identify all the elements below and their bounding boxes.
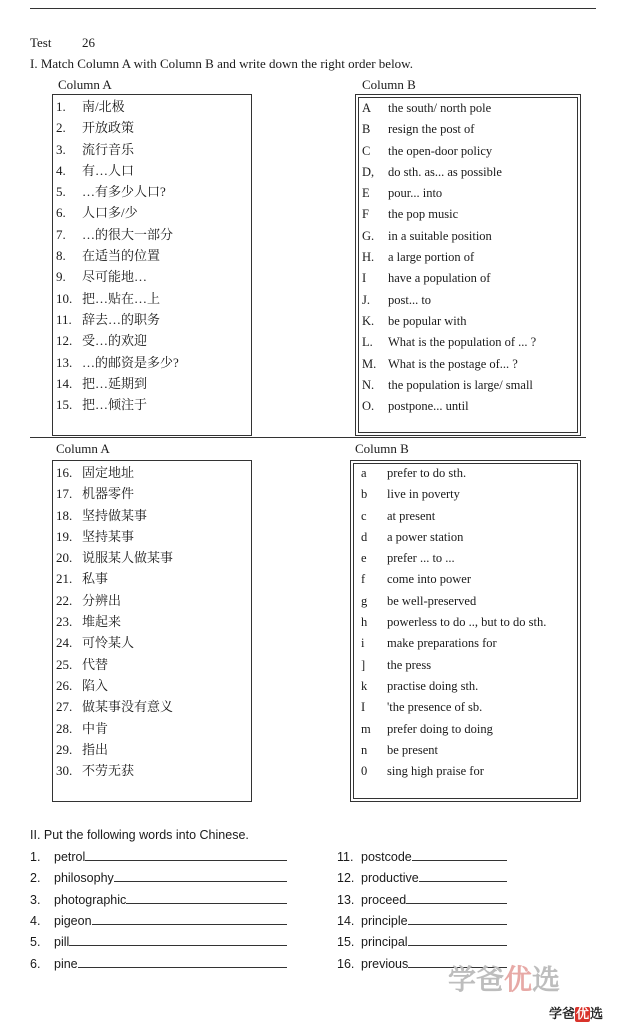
part1-column-a-item-number: 1. <box>56 99 66 114</box>
part2-column-a-item <box>56 526 173 547</box>
part1-column-a-item-number: 7. <box>56 226 66 242</box>
part2-column-b-item-text: prefer ... to ... <box>387 551 455 566</box>
part2-column-b-item <box>361 548 546 569</box>
part2-column-b-item-text: practise doing sth. <box>387 678 479 693</box>
section2-right-word: principal <box>361 935 408 950</box>
part2-column-a-item-text: 私事 <box>82 571 109 587</box>
part1-column-b-item <box>362 396 536 417</box>
part2-column-a-item-number: 24. <box>56 635 73 651</box>
part2-column-b-item <box>361 697 546 718</box>
part2-column-b-item-letter: b <box>361 487 368 502</box>
part1-column-a-item-number: 8. <box>56 248 66 264</box>
part1-column-b-title: Column B <box>362 77 416 92</box>
part1-column-b-item-text: pour... into <box>388 186 443 201</box>
part2-column-a-list <box>56 462 173 781</box>
section2-right-word: productive <box>361 871 419 886</box>
part2-column-b-item <box>361 761 546 782</box>
section2-right-word: principle <box>361 913 408 928</box>
part2-column-a-item-number: 17. <box>56 486 73 502</box>
logo-highlight: 优 <box>576 1007 590 1022</box>
part2-column-a-item-number: 26. <box>56 677 73 693</box>
part1-column-a-item <box>56 139 179 160</box>
part2-column-a-item <box>56 568 173 589</box>
section2-left-word: petrol <box>54 850 86 864</box>
part2-column-a-item-text: 代替 <box>82 656 109 672</box>
part1-column-a-item-text: 人口多/少 <box>82 205 138 221</box>
watermark-part2: 选 <box>532 963 561 996</box>
part2-column-a-item-number: 25. <box>56 656 73 672</box>
section2-left-row <box>30 870 287 885</box>
part1-column-a-item-text: 把…贴在…上 <box>82 290 161 306</box>
part1-column-b-item-letter: J. <box>362 292 370 307</box>
part1-column-b-item <box>362 332 536 353</box>
section2-left-number: 3. <box>30 892 41 907</box>
part1-column-a-item-text: 开放政策 <box>82 120 135 136</box>
part2-column-b-item <box>361 655 546 676</box>
part2-column-b-item-letter: g <box>361 593 368 608</box>
part1-column-a-item <box>56 181 179 202</box>
section2-right-number: 12. <box>337 871 355 886</box>
section2-right-row <box>337 934 507 949</box>
part1-column-b-item <box>362 119 536 140</box>
part1-column-b-item <box>362 311 536 332</box>
section2-right-row <box>337 849 507 864</box>
part2-column-a-item <box>56 760 173 781</box>
part1-column-a-item <box>56 309 179 330</box>
part1-column-a-item-text: 辞去…的职务 <box>82 311 161 327</box>
part2-column-b-item <box>361 484 546 505</box>
part2-column-b-item-letter: d <box>361 529 368 544</box>
part2-column-b-item-letter: a <box>361 466 367 480</box>
part2-column-a-item <box>56 739 173 760</box>
logo-part1: 学爸 <box>549 1007 576 1022</box>
watermark-highlight: 优 <box>504 963 533 996</box>
watermark <box>448 958 560 998</box>
part2-column-b-item-letter: m <box>361 721 371 736</box>
part1-column-b-item <box>362 226 536 247</box>
part2-column-a-item-text: 陷入 <box>82 677 109 693</box>
part1-column-b-item-letter: B <box>362 122 371 137</box>
section2-left-answer-blank[interactable] <box>126 892 287 904</box>
part2-column-b-item <box>361 676 546 697</box>
test-number: 26 <box>82 35 95 50</box>
part2-column-b-item <box>361 463 546 484</box>
section2-right-word: postcode <box>361 850 412 864</box>
part2-column-a-item-number: 28. <box>56 720 73 736</box>
part1-column-b-list <box>362 98 536 417</box>
part2-column-a-item-text: 说服某人做某事 <box>82 550 174 566</box>
part1-column-a-list <box>56 96 179 415</box>
part2-column-b-item <box>361 719 546 740</box>
part2-column-b-item-letter: f <box>361 572 366 587</box>
part2-column-a-item-text: 坚持做某事 <box>82 507 148 523</box>
part2-column-b-item-text: 'the presence of sb. <box>387 700 483 715</box>
part1-column-b-item-text: have a population of <box>388 271 491 286</box>
part1-column-a-item-text: …的邮资是多少? <box>82 354 179 370</box>
section2-left-row <box>30 913 287 928</box>
section2-right-answer-blank[interactable] <box>406 892 507 904</box>
part2-column-a-item-number: 30. <box>56 763 73 779</box>
part2-column-a-item-number: 20. <box>56 550 73 566</box>
part1-column-b-item <box>362 290 536 311</box>
part1-column-b-item-letter: M. <box>362 356 377 371</box>
part1-column-a-item <box>56 224 179 245</box>
part1-column-a-item-number: 6. <box>56 205 66 221</box>
part1-column-b-item-text: the pop music <box>388 207 459 222</box>
part1-column-a-item-number: 11. <box>56 311 72 327</box>
part1-column-b-item-text: postpone... until <box>388 399 469 414</box>
part2-column-b-item-letter: ] <box>361 657 366 672</box>
part1-column-a-item <box>56 266 179 287</box>
part2-column-a-item-text: 堆起来 <box>82 614 122 630</box>
part2-column-b-item <box>361 569 546 590</box>
part2-column-a-item <box>56 483 173 504</box>
part1-column-b-item-letter: C <box>362 143 371 158</box>
section2-instruction: II. Put the following words into Chinese. <box>30 828 249 842</box>
section2-left-number: 6. <box>30 956 41 971</box>
part1-column-a-item <box>56 352 179 373</box>
section2-left-number: 1. <box>30 850 41 864</box>
part2-column-b-item-text: be present <box>387 742 439 757</box>
part2-column-b-item-text: sing high praise for <box>387 764 484 779</box>
test-label: Test <box>30 35 52 50</box>
part2-column-a-item <box>56 654 173 675</box>
part2-column-a-item-number: 21. <box>56 571 73 587</box>
part1-column-b-item-text: the population is large/ small <box>388 377 533 392</box>
part2-column-a-item-number: 19. <box>56 528 73 544</box>
part1-column-b-item <box>362 162 536 183</box>
section2-right-number: 13. <box>337 892 355 907</box>
part1-column-a-title: Column A <box>58 77 112 92</box>
part1-column-b-item-letter: K. <box>362 313 375 328</box>
part1-column-b-item <box>362 141 536 162</box>
part1-column-b-item <box>362 247 536 268</box>
section2-left-number: 4. <box>30 913 41 928</box>
part1-column-b-item-letter: N. <box>362 377 375 392</box>
part1-column-a-item-text: 在适当的位置 <box>82 248 161 264</box>
part1-column-a-item-number: 13. <box>56 354 73 370</box>
part1-column-b-item-text: the south/ north pole <box>388 101 492 115</box>
part1-column-a-item-number: 9. <box>56 269 66 285</box>
section2-right-answer-blank[interactable] <box>419 870 507 882</box>
section2-right-answer-blank[interactable] <box>408 913 507 925</box>
part2-column-b-item-letter: I <box>361 700 366 715</box>
brand-logo <box>549 1003 603 1022</box>
part2-column-a-item-text: 不劳无获 <box>82 763 135 779</box>
part1-column-b-item <box>362 354 536 375</box>
part2-column-a-item <box>56 696 173 717</box>
section2-right-number: 16. <box>337 956 355 971</box>
section2-left-word: photographic <box>54 892 127 907</box>
section2-left-word: philosophy <box>54 871 114 886</box>
section2-left-answer-blank[interactable] <box>92 913 287 925</box>
section2-right-word: proceed <box>361 892 407 907</box>
part1-column-a-item-text: …的很大一部分 <box>82 226 174 242</box>
part2-column-a-title: Column A <box>56 441 110 456</box>
part2-column-b-item-text: powerless to do .., but to do sth. <box>387 615 547 630</box>
section2-right-row <box>337 892 507 907</box>
part2-column-b-item <box>361 527 546 548</box>
part1-column-b-item-letter: I <box>362 271 367 286</box>
part1-column-a-item <box>56 160 179 181</box>
part2-column-a-item-number: 23. <box>56 614 73 630</box>
part1-column-b-item-letter: O. <box>362 399 375 414</box>
part1-column-a-item <box>56 96 179 117</box>
part2-column-b-item-text: be well-preserved <box>387 593 477 608</box>
part1-column-b-item-text: post... to <box>388 292 432 307</box>
part2-column-b-item-text: a power station <box>387 529 464 544</box>
section2-left-row <box>30 934 287 949</box>
section2-left-number: 2. <box>30 871 41 886</box>
section2-left-row <box>30 892 287 907</box>
section2-right-answer-blank[interactable] <box>412 849 507 861</box>
part1-column-b-item <box>362 375 536 396</box>
part2-column-b-item-text: make preparations for <box>387 636 497 651</box>
part2-column-a-item-number: 22. <box>56 592 73 608</box>
part2-column-a-item-number: 27. <box>56 699 73 715</box>
part1-column-b-item <box>362 98 536 119</box>
section2-right-word: previous <box>361 956 409 971</box>
part1-column-a-item-text: 把…延期到 <box>82 375 148 391</box>
part2-column-a-item-text: 机器零件 <box>82 486 135 502</box>
part2-column-a-item-text: 分辨出 <box>82 592 122 608</box>
part1-column-a-item-text: 流行音乐 <box>82 141 135 157</box>
part1-column-a-item <box>56 245 179 266</box>
part1-column-b-item-letter: E <box>362 186 370 201</box>
section1-instruction: I. Match Column A with Column B and write down the right order below. <box>30 56 413 71</box>
part1-column-a-item-number: 3. <box>56 141 66 157</box>
part1-column-a-item <box>56 288 179 309</box>
part1-column-b-item <box>362 183 536 204</box>
part2-column-b-item <box>361 740 546 761</box>
part2-column-a-item <box>56 718 173 739</box>
section2-left-word: pigeon <box>54 913 92 928</box>
part2-column-a-item <box>56 462 173 483</box>
section2-right-number: 15. <box>337 935 355 950</box>
part1-column-a-item-number: 2. <box>56 120 66 136</box>
part1-column-b-item-text: in a suitable position <box>388 228 492 243</box>
part1-column-b-item <box>362 204 536 225</box>
part2-column-b-item-letter: i <box>361 636 365 651</box>
part2-column-b-item-text: the press <box>387 657 432 672</box>
part1-column-a-item-number: 5. <box>56 184 66 200</box>
part2-column-b-item-letter: k <box>361 678 368 693</box>
part2-column-b-item-text: live in poverty <box>387 487 460 502</box>
section2-left-row <box>30 849 287 864</box>
part1-column-a-item <box>56 373 179 394</box>
part1-column-a-item-text: 南/北极 <box>82 99 125 114</box>
part1-column-b-item-text: do sth. as... as possible <box>388 164 502 179</box>
part2-column-a-item-text: 中肯 <box>82 720 109 736</box>
section2-left-row <box>30 956 287 971</box>
part2-column-a-item <box>56 590 173 611</box>
part2-column-a-item-text: 做某事没有意义 <box>82 699 174 715</box>
part1-column-b-item-letter: G. <box>362 228 375 243</box>
part1-column-b-item <box>362 268 536 289</box>
part1-column-a-item-number: 15. <box>56 397 73 413</box>
part1-column-b-item-letter: D, <box>362 164 375 179</box>
section2-left-word: pine <box>54 956 78 971</box>
part1-column-b-item-text: a large portion of <box>388 250 475 265</box>
part2-column-b-item-text: prefer doing to doing <box>387 721 493 736</box>
part2-column-b-list <box>361 463 546 782</box>
part2-column-a-item-text: 指出 <box>82 741 109 757</box>
part1-column-b-item-text: the open-door policy <box>388 143 493 158</box>
part1-column-a-item <box>56 394 179 415</box>
section2-right-number: 14. <box>337 913 355 928</box>
part1-column-b-item-letter: L. <box>362 335 373 350</box>
part1-column-a-item-text: …有多少人口? <box>82 184 166 200</box>
part1-column-b-item-text: be popular with <box>388 313 467 328</box>
part2-column-a-item <box>56 547 173 568</box>
middle-rule <box>30 437 586 438</box>
part1-column-b-item-text: What is the population of ... ? <box>388 335 537 350</box>
part1-column-b-item-text: What is the postage of... ? <box>388 356 518 371</box>
logo-part2: 选 <box>590 1007 604 1022</box>
top-rule <box>30 8 596 9</box>
part1-column-a-item <box>56 330 179 351</box>
part2-column-a-item-number: 18. <box>56 507 73 523</box>
part1-column-a-item-number: 12. <box>56 333 73 349</box>
part1-column-a-item-number: 10. <box>56 290 73 306</box>
part2-column-b-title: Column B <box>355 441 409 456</box>
section2-left-answer-blank[interactable] <box>114 870 287 882</box>
section2-right-row <box>337 913 507 928</box>
part2-column-b-item-text: prefer to do sth. <box>387 466 467 480</box>
part1-column-a-item-text: 把…倾注于 <box>82 397 148 413</box>
part2-column-a-item-text: 可怜某人 <box>82 635 135 651</box>
part2-column-b-item-text: come into power <box>387 572 472 587</box>
watermark-part1: 学爸 <box>448 963 505 996</box>
part1-column-a-item-number: 4. <box>56 162 66 178</box>
section2-left-answer-blank[interactable] <box>85 849 287 861</box>
part2-column-a-item-text: 固定地址 <box>82 465 135 480</box>
part2-column-a-item <box>56 611 173 632</box>
part2-column-b-item <box>361 506 546 527</box>
part1-column-b-item-letter: F <box>362 207 369 222</box>
section2-right-number: 11. <box>337 850 354 864</box>
part2-column-b-item-letter: n <box>361 742 368 757</box>
part2-column-a-item-number: 16. <box>56 465 73 480</box>
part1-column-b-item-letter: H. <box>362 250 375 265</box>
part2-column-a-item <box>56 505 173 526</box>
part2-column-b-item <box>361 591 546 612</box>
part2-column-b-item-letter: c <box>361 508 367 523</box>
part2-column-a-item <box>56 632 173 653</box>
part1-column-a-item <box>56 117 179 138</box>
part1-column-a-item-text: 受…的欢迎 <box>82 333 148 349</box>
part2-column-b-item-text: at present <box>387 508 436 523</box>
part1-column-a-item-text: 尽可能地… <box>82 269 148 285</box>
part1-column-a-item <box>56 202 179 223</box>
part1-column-a-item-number: 14. <box>56 375 73 391</box>
section2-right-answer-blank[interactable] <box>408 934 507 946</box>
part1-column-b-item-letter: A <box>362 101 372 115</box>
section2-left-number: 5. <box>30 935 41 950</box>
part1-column-b-item-text: resign the post of <box>388 122 475 137</box>
part2-column-a-item-number: 29. <box>56 741 73 757</box>
part2-column-b-item-letter: h <box>361 615 368 630</box>
part2-column-b-item <box>361 633 546 654</box>
section2-left-answer-blank[interactable] <box>69 934 287 946</box>
part2-column-b-item-letter: 0 <box>361 764 368 779</box>
section2-right-row <box>337 870 507 885</box>
part2-column-a-item-text: 坚持某事 <box>82 528 135 544</box>
section2-left-word: pill <box>54 935 70 950</box>
part2-column-b-item <box>361 612 546 633</box>
part2-column-a-item <box>56 675 173 696</box>
part2-column-b-item-letter: e <box>361 551 367 566</box>
section2-left-answer-blank[interactable] <box>78 956 287 968</box>
part1-column-a-item-text: 有…人口 <box>82 162 135 178</box>
